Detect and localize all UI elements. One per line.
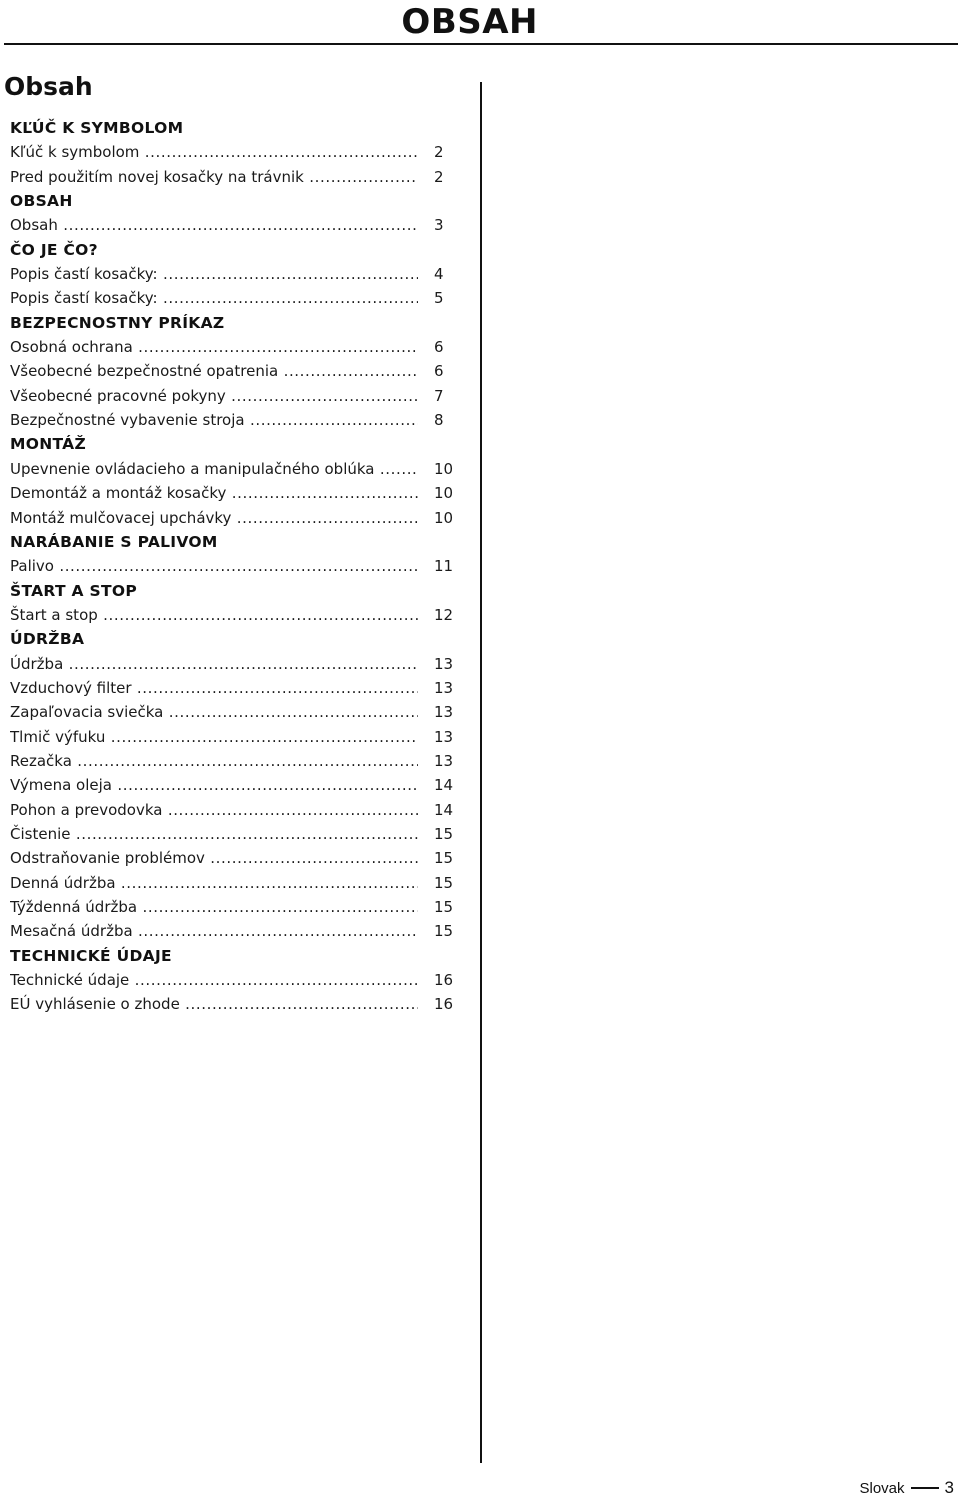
toc-entry[interactable]	[10, 359, 460, 383]
toc-entry[interactable]	[10, 822, 460, 846]
column-divider	[480, 82, 482, 1463]
toc-entry[interactable]	[10, 919, 460, 943]
toc-entry-label: Demontáž a montáž kosačky .....	[10, 481, 418, 505]
toc-entry-label: Tlmič výfuku .....	[10, 725, 418, 749]
footer-page-number: 3	[944, 1478, 954, 1497]
toc-entry-page-number: 14	[434, 800, 454, 819]
toc-entry-page-number: 13	[434, 678, 454, 697]
page-footer	[860, 1478, 955, 1498]
toc-entry-label: Všeobecné bezpečnostné opatrenia .....	[10, 359, 418, 383]
toc-entry-page-number: 12	[434, 605, 454, 624]
toc-entry[interactable]	[10, 481, 460, 505]
toc-entry-page-number: 2	[434, 143, 444, 162]
toc-entry-page-number: 15	[434, 922, 454, 941]
toc-entry-page-number: 14	[434, 776, 454, 795]
toc-entry-label: Odstraňovanie problémov .....	[10, 846, 418, 870]
footer-language: Slovak	[859, 1479, 905, 1497]
toc-entry-label: Obsah .....	[10, 213, 418, 237]
toc-entry-page-number: 10	[434, 459, 454, 478]
toc-entry-page-number: 10	[434, 484, 454, 503]
toc-entry[interactable]	[10, 846, 460, 870]
page-header-title: OBSAH	[401, 2, 538, 42]
toc-entry-label: Technické údaje .....	[10, 968, 418, 992]
toc-entry[interactable]	[10, 968, 460, 992]
toc-entry-label: Popis častí kosačky: .....	[10, 286, 418, 310]
toc-entry-label: Popis častí kosačky: .....	[10, 262, 418, 286]
toc-entry-page-number: 16	[434, 995, 454, 1014]
toc-entry-page-number: 6	[434, 338, 444, 357]
toc-section-heading: MONTÁŽ	[10, 435, 86, 454]
toc-entry-label: Mesačná údržba .....	[10, 919, 418, 943]
toc-entry-label: Týždenná údržba .....	[10, 895, 418, 919]
toc-entry-page-number: 13	[434, 703, 454, 722]
toc-entry-page-number: 10	[434, 508, 454, 527]
toc-entry[interactable]	[10, 652, 460, 676]
toc-entry-page-number: 8	[434, 411, 444, 430]
toc-entry[interactable]	[10, 773, 460, 797]
toc-entry-page-number: 5	[434, 289, 444, 308]
toc-entry[interactable]	[10, 262, 460, 286]
toc-entry-label: Upevnenie ovládacieho a manipulačného oblúka .....	[10, 457, 418, 481]
toc-entry-page-number: 6	[434, 362, 444, 381]
toc-entry-label: Kľúč k symbolom .....	[10, 140, 418, 164]
toc-entry-label: Osobná ochrana .....	[10, 335, 418, 359]
toc-entry-page-number: 13	[434, 654, 454, 673]
toc-entry-label: Všeobecné pracovné pokyny .....	[10, 384, 418, 408]
toc-entry-page-number: 13	[434, 727, 454, 746]
toc-entry-label: Pohon a prevodovka .....	[10, 798, 418, 822]
toc-entry[interactable]	[10, 384, 460, 408]
toc-entry-label: Palivo .....	[10, 554, 418, 578]
section-title: Obsah	[4, 72, 93, 101]
toc-entry-label: Štart a stop .....	[10, 603, 418, 627]
toc-section-heading: KĽÚČ K SYMBOLOM	[10, 119, 184, 137]
toc-entry-label: Údržba .....	[10, 652, 418, 676]
toc-section-heading: BEZPECNOSTNY PRÍKAZ	[10, 313, 225, 332]
toc-entry-label: Montáž mulčovacej upchávky .....	[10, 506, 418, 530]
toc-section-heading: OBSAH	[10, 192, 73, 211]
toc-entry-page-number: 15	[434, 898, 454, 916]
toc-entry-page-number: 15	[434, 873, 454, 892]
toc-entry-page-number: 15	[434, 849, 454, 868]
toc-entry[interactable]	[10, 603, 460, 627]
footer-dash	[911, 1487, 939, 1489]
toc-entry-label: Pred použitím novej kosačky na trávnik .....	[10, 165, 418, 189]
toc-entry-page-number: 2	[434, 167, 444, 186]
toc-entry-page-number: 3	[434, 216, 444, 235]
toc-entry[interactable]	[10, 676, 460, 700]
toc-entry[interactable]	[10, 798, 460, 822]
toc-entry-label: Vzduchový filter .....	[10, 676, 418, 700]
toc-entry-label: Bezpečnostné vybavenie stroja .....	[10, 408, 418, 432]
toc-entry[interactable]	[10, 700, 460, 724]
toc-entry[interactable]	[10, 286, 460, 310]
toc-entry-label: Zapaľovacia sviečka .....	[10, 700, 418, 724]
toc-entry[interactable]	[10, 140, 460, 164]
toc-entry-page-number: 13	[434, 751, 454, 770]
toc-entry[interactable]	[10, 749, 460, 773]
toc-entry[interactable]	[10, 506, 460, 530]
toc-entry[interactable]	[10, 335, 460, 359]
toc-entry[interactable]	[10, 213, 460, 237]
toc-section-heading: NARÁBANIE S PALIVOM	[10, 532, 218, 551]
toc-entry[interactable]	[10, 554, 460, 578]
toc-entry-label: Výmena oleja .....	[10, 773, 418, 797]
toc-entry[interactable]	[10, 895, 460, 919]
toc-entry[interactable]	[10, 457, 460, 481]
toc-section-heading: ČO JE ČO?	[10, 240, 98, 259]
toc-entry-page-number: 7	[434, 386, 444, 405]
toc-entry-page-number: 15	[434, 824, 454, 843]
toc-entry-label: Denná údržba .....	[10, 871, 418, 895]
toc-entry[interactable]	[10, 408, 460, 432]
toc-section-heading: ÚDRŽBA	[10, 630, 85, 649]
toc-entry[interactable]	[10, 992, 460, 1016]
toc-section-heading: ŠTART A STOP	[10, 581, 138, 600]
toc-entry[interactable]	[10, 871, 460, 895]
toc-entry-label: EÚ vyhlásenie o zhode .....	[10, 992, 418, 1016]
toc-entry-page-number: 11	[434, 557, 454, 576]
header-divider	[4, 43, 958, 45]
toc-entry[interactable]	[10, 165, 460, 189]
table-of-contents	[10, 116, 460, 1017]
toc-entry-label: Čistenie .....	[10, 822, 418, 846]
toc-section-heading: TECHNICKÉ ÚDAJE	[10, 946, 172, 965]
toc-entry[interactable]	[10, 725, 460, 749]
toc-entry-page-number: 4	[434, 265, 444, 284]
toc-entry-page-number: 16	[434, 971, 454, 990]
toc-entry-label: Rezačka .....	[10, 749, 418, 773]
